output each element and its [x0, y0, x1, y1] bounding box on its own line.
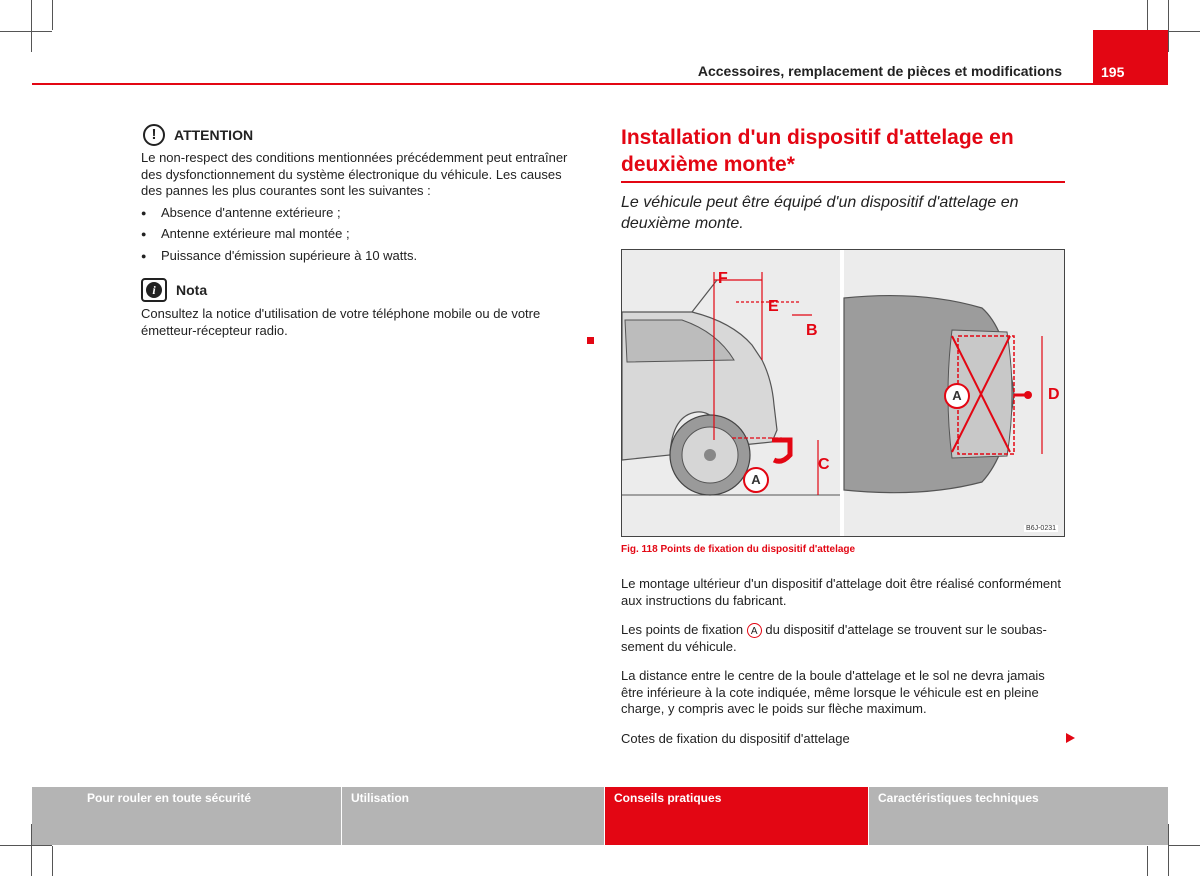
figure-label-c: C [818, 456, 830, 473]
figure-label-f: F [718, 270, 728, 287]
section-rule [621, 181, 1065, 183]
crop-mark [1147, 0, 1148, 30]
warning-title: ATTENTION [174, 126, 254, 143]
figure-label-d: D [1048, 386, 1060, 403]
warning-text: Le non-respect des conditions mentionnées précédemment peut entraîner des dysfonctionnement du système électronique du véhicule. Les causes des pannes les plus courantes sont les suivantes : [141, 150, 568, 198]
crop-mark [31, 0, 32, 52]
header-rule [32, 83, 1168, 85]
section-title: Installation d'un dispositif d'attelage en deuxième monte* [621, 126, 1014, 176]
body-paragraph-2 [621, 622, 1061, 655]
figure-label-a-top: A [944, 383, 970, 409]
car-top-view [844, 296, 1042, 493]
section-lead: Le véhicule peut être équipé d'un dispositif d'attelage en deuxième monte. [621, 194, 1019, 232]
crop-mark [1169, 845, 1200, 846]
section-end-marker [587, 337, 594, 344]
figure-label-e: E [768, 298, 779, 315]
list-item: ● Antenne extérieure mal montée ; [141, 226, 581, 243]
tow-hitch-figure [621, 249, 1065, 537]
tab-practical-tips[interactable]: Conseils pratiques [605, 787, 868, 845]
tab-technical-data[interactable]: Caractéristiques techniques [869, 787, 1168, 845]
crop-mark [1168, 824, 1169, 876]
car-side-view [622, 280, 840, 495]
list-item: ● Puissance d'émission supérieure à 10 watts. [141, 248, 581, 265]
crop-mark [52, 846, 53, 876]
body-paragraph-4: Cotes de fixation du dispositif d'attelage [621, 731, 850, 746]
body-paragraph-1: Le montage ultérieur d'un dispositif d'attelage doit être réalisé conformément aux instructions du fabricant. [621, 576, 1061, 608]
left-column [141, 124, 581, 339]
warning-heading [141, 124, 581, 146]
info-icon: i [141, 278, 167, 302]
note-text: Consultez la notice d'utilisation de votre téléphone mobile ou de votre émetteur-récepteur radio. [141, 306, 541, 338]
running-header-title: Accessoires, remplacement de pièces et modifications [697, 63, 1062, 79]
figure-caption: Fig. 118 Points de fixation du dispositif d'attelage [621, 544, 856, 555]
fixation-point-marker: A [747, 623, 762, 638]
tow-hitch-diagram [622, 250, 1064, 536]
list-item: ● Absence d'antenne extérieure ; [141, 205, 581, 222]
warning-list [141, 205, 581, 265]
body-paragraph-3: La distance entre le centre de la boule d'attelage et le sol ne devra jamais être inférieure à la cote indiquée, même lorsque le véhicule est en pleine charge, y compris avec le poids sur flèche maximum. [621, 668, 1045, 716]
note-title: Nota [176, 281, 208, 298]
crop-mark [0, 31, 52, 32]
body-paragraph-2-start: Les points de fixation [621, 622, 744, 637]
right-column [621, 124, 1065, 234]
continue-arrow-icon [1066, 733, 1075, 743]
crop-mark [1168, 0, 1169, 52]
exclamation-circle-icon: ! [143, 124, 165, 146]
body-paragraph-2-end: du dispositif d'attelage se trouvent sur le soubassement du véhicule. [621, 622, 1047, 654]
note-heading [141, 278, 581, 302]
figure-code: B6J-0231 [1026, 525, 1056, 532]
page-number: 195 [1101, 64, 1125, 80]
figure-label-a-side: A [743, 467, 769, 493]
crop-mark [0, 845, 52, 846]
tab-safety[interactable]: Pour rouler en toute sécurité [32, 787, 341, 845]
crop-mark [1169, 31, 1200, 32]
figure-label-b: B [806, 322, 818, 339]
crop-mark [52, 0, 53, 30]
tab-operation[interactable]: Utilisation [342, 787, 604, 845]
crop-mark [1147, 846, 1148, 876]
